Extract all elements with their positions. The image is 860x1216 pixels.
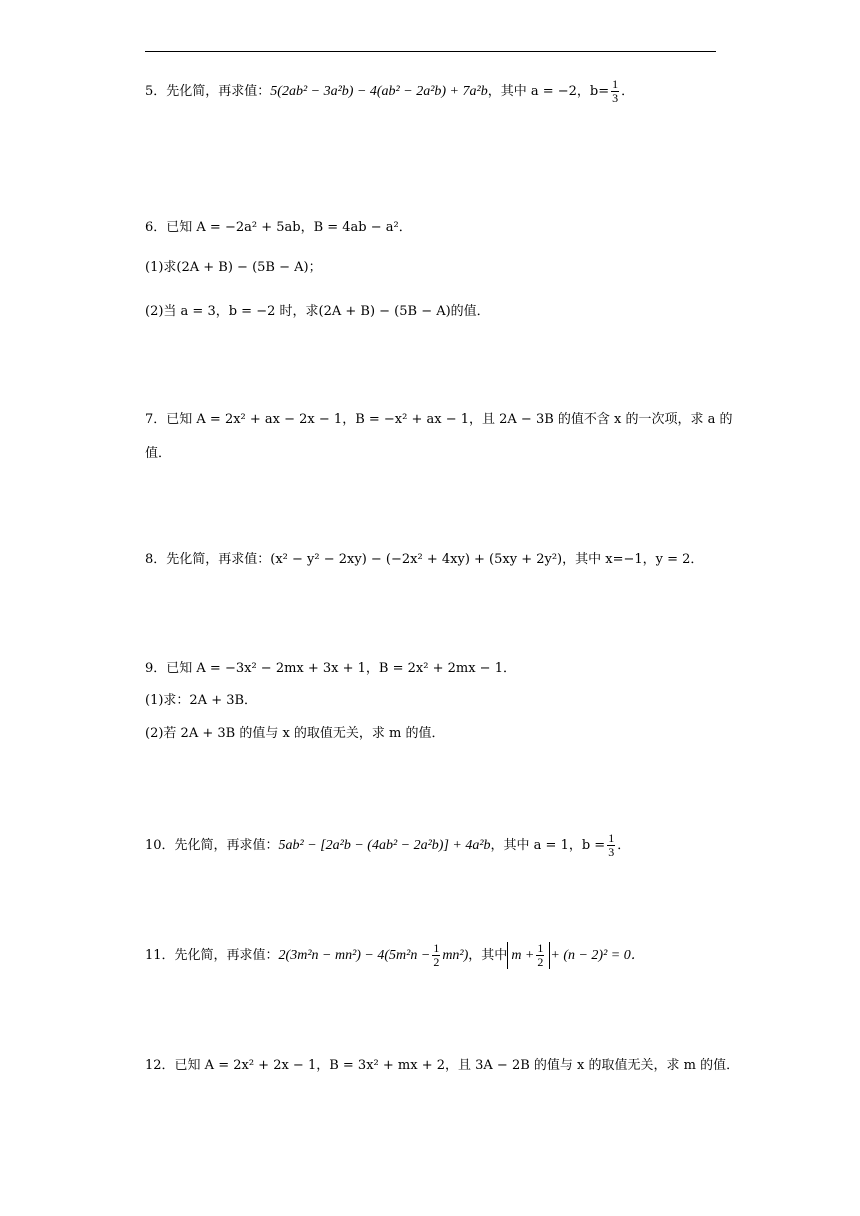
q11-abs-term: m +: [511, 948, 535, 963]
q10-frac-numerator: 1: [608, 831, 615, 845]
question-7-line-1: 7．已知 A = 2x² + ax − 2x − 1，B = −x² + ax − 1，且 2A − 3B 的值不含 x 的一次项，求 a 的: [145, 412, 733, 427]
question-12: 12．已知 A = 2x² + 2x − 1，B = 3x² + mx + 2，且 3A − 2B 的值与 x 的取值无关，求 m 的值．: [145, 1058, 740, 1073]
q11-abs-frac-numerator: 1: [537, 941, 544, 955]
question-6-part-2: (2)当 a = 3，b = −2 时，求(2A + B) − (5B − A)的值．: [145, 304, 490, 319]
q11-label: 11．先化简，再求值：: [145, 948, 279, 963]
q10-condition: ，其中 a = 1，b =: [490, 838, 606, 853]
q5-label: 5．先化简，再求值：: [145, 84, 271, 99]
q11-expression-b: mn²): [442, 948, 469, 963]
q5-expression: 5(2ab² − 3a²b) − 4(ab² − 2a²b) + 7a²b: [270, 84, 488, 99]
q11-condition-b: + (n − 2)² = 0．: [550, 948, 645, 963]
question-5: [145, 78, 634, 105]
q5-condition: ，其中 a = −2，b=: [487, 84, 610, 99]
question-8: 8．先化简，再求值：(x² − y² − 2xy) − (−2x² + 4xy) + (5xy + 2y²)，其中 x=−1，y = 2．: [145, 552, 704, 567]
q5-frac-denominator: 3: [612, 91, 619, 105]
q11-abs-frac-denominator: 2: [537, 955, 544, 969]
q5-fraction: [611, 78, 619, 105]
question-7-line-2: 值．: [145, 446, 172, 461]
q10-end: ．: [617, 838, 631, 853]
question-10: [145, 832, 630, 859]
question-9-part-2: (2)若 2A + 3B 的值与 x 的取值无关，求 m 的值．: [145, 726, 445, 741]
q10-fraction: [607, 832, 615, 859]
question-9-part-1: (1)求：2A + 3B．: [145, 693, 258, 708]
q10-frac-denominator: 3: [608, 845, 615, 859]
q11-condition-a: ，其中: [468, 948, 508, 963]
question-11: [145, 942, 645, 969]
q11-abs-fraction: [536, 942, 544, 969]
question-6-part-1: (1)求(2A + B) − (5B − A)；: [145, 260, 322, 275]
q11-absolute-value: [507, 942, 550, 969]
q11-frac-numerator: 1: [433, 941, 440, 955]
q11-frac-denominator: 2: [433, 955, 440, 969]
q10-label: 10．先化简，再求值：: [145, 838, 279, 853]
q10-expression: 5ab² − [2a²b − (4ab² − 2a²b)] + 4a²b: [278, 838, 491, 853]
q5-frac-numerator: 1: [612, 77, 619, 91]
header-rule: [145, 51, 716, 52]
q11-expression-a: 2(3m²n − mn²) − 4(5m²n −: [278, 948, 431, 963]
q11-fraction: [432, 942, 440, 969]
q5-end: ．: [621, 84, 635, 99]
question-6-stem: 6．已知 A = −2a² + 5ab，B = 4ab − a²．: [145, 220, 412, 235]
question-9-stem: 9．已知 A = −3x² − 2mx + 3x + 1，B = 2x² + 2mx − 1．: [145, 661, 516, 676]
